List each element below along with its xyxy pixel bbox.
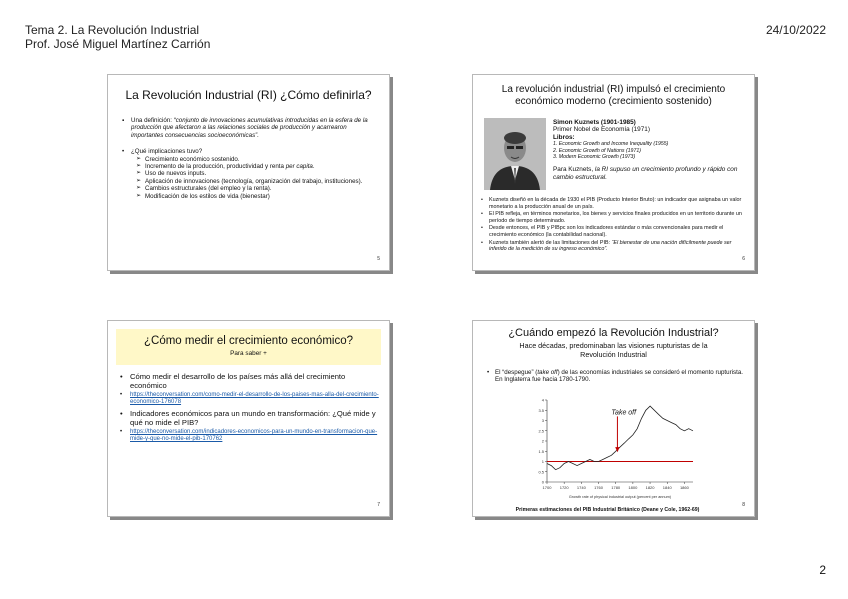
y-tick-label: 3.5 [538,407,544,413]
x-tick-label: 1740 [576,485,586,490]
implication-item: ➢ Modificación de los estilos de vida (bienestar) [136,193,377,200]
slide-title: La Revolución Industrial (RI) ¿Cómo definirla? [125,88,372,102]
definition-lead: Una definición: [131,117,174,124]
x-tick-label: 1760 [594,485,603,490]
slide-title: La revolución industrial (RI) impulsó el crecimiento económico moderno (crecimiento sostenido) [501,84,726,107]
header-date: 24/10/2022 [765,23,826,37]
reading-link[interactable]: https://theconversation.com/indicadores-economicos-para-un-mundo-en-transformacion-que-mide-y-que-no-mide-el-pib-170762 [130,428,378,443]
x-tick-label: 1720 [559,485,569,490]
x-tick-label: 1860 [679,485,689,490]
course-title: Tema 2. La Revolución Industrial [25,23,200,37]
slide-number: 7 [377,502,380,508]
y-tick-label: 2 [541,438,544,444]
title-box [116,329,381,365]
kuznets-portrait-image [484,118,546,190]
chart-source: Primeras estimaciones del PIB Industrial Británico (Deane y Cole, 1962-69) [515,507,700,513]
implication-item: ➢ Cambios estructurales (del empleo y la renta). [136,185,377,192]
y-tick-label: 2.5 [538,428,544,434]
y-tick-label: 4 [541,397,544,403]
x-tick-label: 1840 [662,485,672,490]
x-tick-label: 1820 [645,485,655,490]
reading-item: • Indicadores económicos para un mundo en transformación: ¿Qué mide y qué no mide el PIB? [120,409,379,427]
book-item: 3. Modern Economic Growth (1973) [553,154,636,161]
reading-link[interactable]: https://theconversation.com/como-medir-el-desarrollo-de-los-paises-mas-alla-del-crecimiento-economico-176078 [130,392,379,406]
reading-item: • Cómo medir el desarrollo de los países más allá del crecimiento económico [120,372,379,390]
y-tick-label: 3 [541,418,544,423]
book-item: 2. Economic Growth of Nations (1971) [553,147,641,154]
slide-title: ¿Cómo medir el crecimiento económico? [144,335,353,347]
slide-subtitle: Para saber + [230,350,267,357]
slide-subtitle: Hace décadas, predominaban las visiones rupturistas de la Revolución Industrial [519,341,708,359]
y-tick-label: 0.5 [538,469,544,475]
y-tick-label: 1 [541,459,544,464]
x-tick-label: 1780 [611,485,621,490]
implication-item: ➢ Uso de nuevos inputs. [136,170,377,177]
implication-item: ➢ Aplicación de innovaciones (tecnología, organización del trabajo, instituciones). [136,178,377,185]
slide-number: 8 [742,502,745,508]
x-tick-label: 1800 [628,485,638,490]
kuznets-bullet: • Desde entonces, el PIB y PIBpc son los indicadores estándar o más convencionales para medir el crecimiento económico (la contabilidad nacional). [481,225,746,238]
kuznets-name: Simon Kuznets (1901-1985) [553,119,636,126]
y-tick-label: 0 [541,479,544,485]
slide-thumbnail-5 [107,74,390,271]
x-tick-label: 1700 [542,485,552,490]
slide-thumbnail-6 [472,74,755,271]
kuznets-summary: Para Kuznets, la RI supuso un crecimiento profundo y rápido con cambio estructural. [553,166,738,182]
x-axis-label: Growth rate of physical industrial output (percent per annum) [568,495,672,499]
y-tick-label: 1.5 [538,448,544,454]
implication-item: ➢ Incremento de la producción, productividad y renta per capita. [136,163,377,170]
slide-thumbnail-7 [107,320,390,517]
takeoff-bullet: • El “despegue” (take off) de las economías industriales se consideró el momento rupturista. En Inglaterra fue hacia 1780-1790. [487,369,744,384]
kuznets-bullet: • El PIB refleja, en términos monetarios, los bienes y servicios finales producidos en un territorio durante un período de tiempo determinado. [481,211,746,224]
definition-text: “conjunto de innovaciones acumulativas introducidas en la esfera de la producción que afectaron a las relaciones sociales de producción y acarrearon importantes consecuencias socioeconómicas”. [131,117,368,139]
definition-bullet [122,117,377,139]
implication-item: ➢ Crecimiento económico sostenido. [136,156,377,163]
professor-name: Prof. José Miguel Martínez Carrión [25,37,211,51]
takeoff-label: Take off [611,409,637,417]
nobel-text: Primer Nobel de Economía (1971) [553,126,650,134]
industrial-output-chart [525,394,701,504]
slide-number: 6 [742,256,745,262]
document-header [25,23,210,51]
kuznets-bullet: • Kuznets también alertó de las limitaciones del PIB: “El bienestar de una nación difícilmente puede ser inferido de la medición de su ingreso económico”. [481,240,746,253]
implications-title: • ¿Qué implicaciones tuvo? [122,148,377,155]
slide-number: 5 [377,256,380,262]
page-number: 2 [819,563,826,577]
slide-title: ¿Cuándo empezó la Revolución Industrial? [508,327,719,339]
slide-thumbnail-8 [472,320,755,517]
book-item: 1. Economic Growth and Income Inequality (1955) [553,141,669,148]
kuznets-bullet: • Kuznets diseñó en la década de 1930 el PIB (Producto Interior Bruto): un indicador que asignaba un valor monetario a la producción anual de un país. [481,197,746,210]
books-label: Libros: [553,133,575,141]
